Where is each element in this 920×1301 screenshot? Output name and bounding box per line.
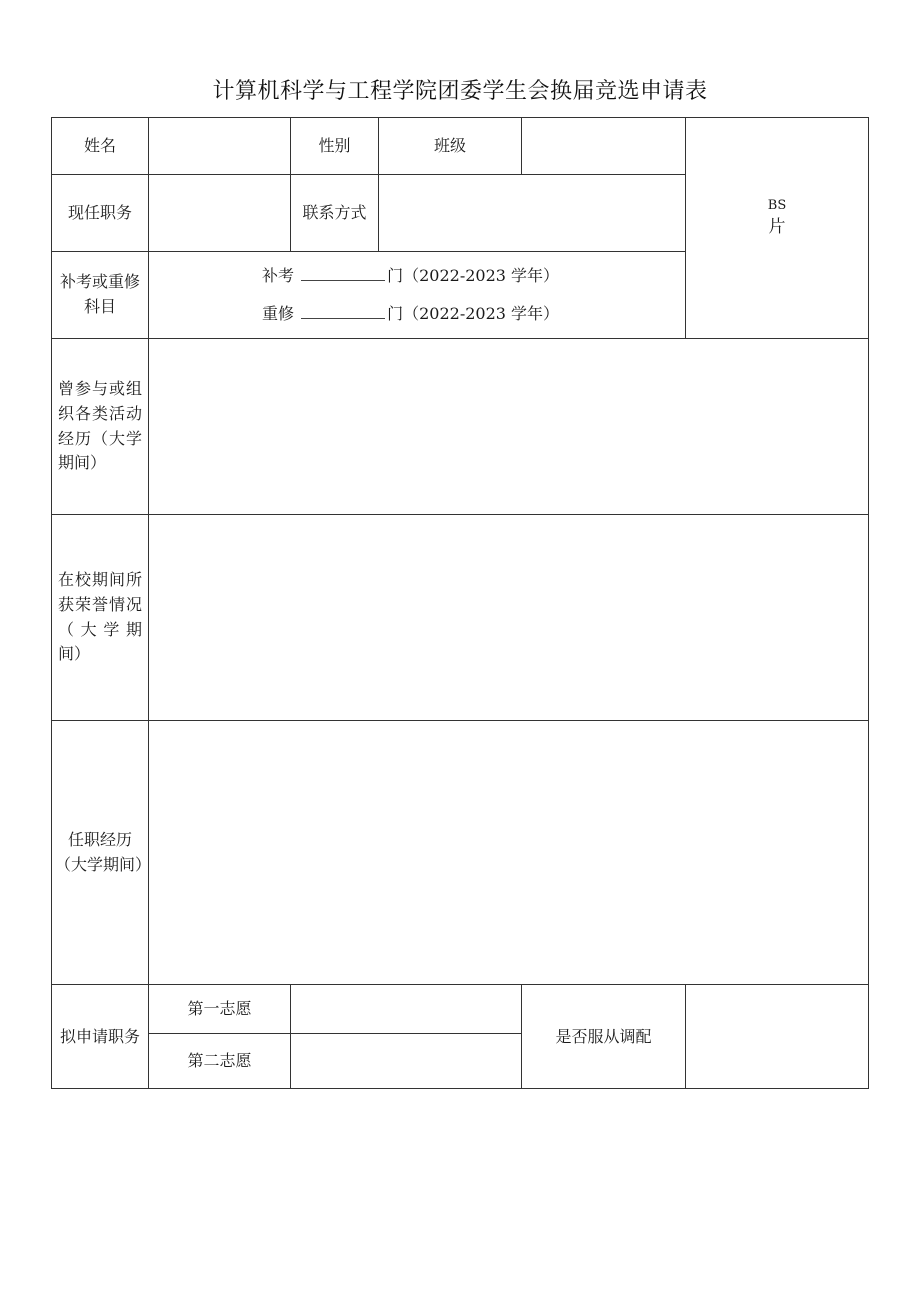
row-experience [52,721,869,985]
adjust-label: 是否服从调配 [522,985,686,1089]
apply-position-label: 拟申请职务 [52,985,149,1089]
name-field[interactable] [149,118,291,175]
experience-field[interactable] [149,721,869,985]
makeup-suffix: 门（2022-2023 学年） [387,266,560,285]
retake-prefix: 重修 [262,304,295,323]
row-basic-info [52,118,869,175]
current-position-field[interactable] [149,175,291,252]
makeup-retake-label-text: 补考或重修科目 [59,272,140,316]
row-honors [52,515,869,721]
class-field[interactable] [522,118,686,175]
form-title: 计算机科学与工程学院团委学生会换届竞选申请表 [212,79,708,104]
contact-field[interactable] [379,175,686,252]
retake-count-blank[interactable] [301,304,385,319]
activities-field[interactable] [149,339,869,515]
current-position-label: 现任职务 [52,175,149,252]
gender-label: 性别 [291,118,379,175]
first-choice-label: 第一志愿 [149,985,291,1034]
honors-label [52,515,149,721]
honors-label-text: 在校期间所获荣誉情况（大学期间） [58,569,142,664]
photo-text-line1: BS [767,197,787,213]
retake-line [149,295,685,333]
second-choice-label: 第二志愿 [149,1034,291,1089]
experience-label-text: 任职经历（大学期间） [55,829,152,874]
adjust-field[interactable] [686,985,869,1089]
row-activities [52,339,869,515]
application-form-table [51,117,869,1089]
experience-label [52,721,152,985]
photo-box[interactable] [686,118,869,339]
retake-suffix: 门（2022-2023 学年） [387,304,560,323]
makeup-line [149,257,685,295]
photo-text-line2: 片 [768,217,786,237]
name-label: 姓名 [52,118,149,175]
makeup-retake-cell [149,252,686,339]
row-first-choice [52,985,869,1034]
activities-label [52,339,149,515]
makeup-prefix: 补考 [262,266,295,285]
activities-label-text: 曾参与或组织各类活动经历（大学期间） [58,378,142,473]
first-choice-field[interactable] [291,985,522,1034]
makeup-count-blank[interactable] [301,266,385,281]
second-choice-field[interactable] [291,1034,522,1089]
contact-label: 联系方式 [291,175,379,252]
makeup-retake-label [52,252,149,339]
honors-field[interactable] [149,515,869,721]
class-label: 班级 [379,118,522,175]
